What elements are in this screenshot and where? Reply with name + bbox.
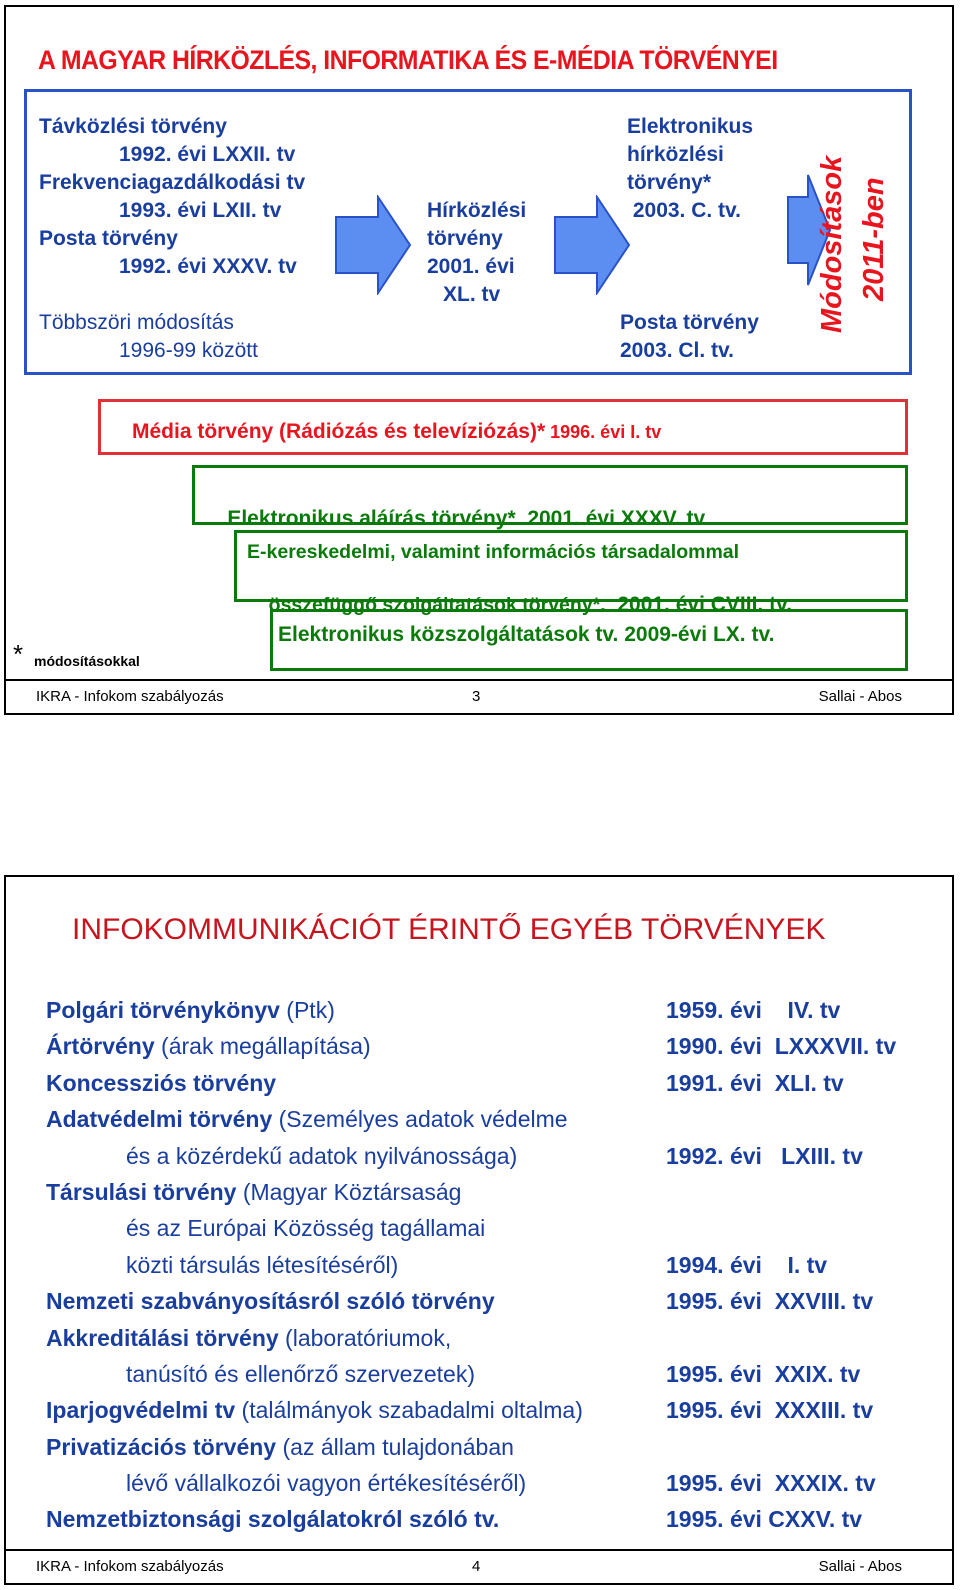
law-description: közti társulás létesítéséről) bbox=[126, 1251, 399, 1278]
right-law-6: 2003. Cl. tv. bbox=[620, 339, 735, 362]
slide-title: INFOKOMMUNIKÁCIÓT ÉRINTŐ EGYÉB TÖRVÉNYEK bbox=[72, 913, 826, 946]
left-law-3: Frekvenciagazdálkodási tv bbox=[39, 171, 306, 194]
footer-right: Sallai - Abos bbox=[818, 688, 902, 705]
law-year: 1994. évi I. tv bbox=[666, 1251, 828, 1278]
vertical-label-year: 2011-ben bbox=[858, 177, 890, 301]
law-title: Polgári törvénykönyv bbox=[46, 997, 280, 1023]
law-year: 1995. évi XXVIII. tv bbox=[666, 1288, 874, 1315]
law-year: 1991. évi XLI. tv bbox=[666, 1069, 844, 1096]
left-law-1: Távközlési törvény bbox=[39, 115, 227, 138]
law-description: (Magyar Köztársaság bbox=[236, 1178, 462, 1205]
vertical-label-modifications: Módosítások bbox=[816, 155, 848, 333]
law-title: Privatizációs törvény bbox=[46, 1433, 277, 1460]
law-title: Társulási törvény bbox=[46, 1178, 237, 1205]
law-name bbox=[126, 1470, 526, 1497]
law-title: Iparjogvédelmi tv bbox=[46, 1397, 236, 1424]
arrow-right-icon bbox=[553, 195, 633, 295]
media-law-text bbox=[132, 420, 661, 444]
right-law-2: hírközlési bbox=[627, 143, 724, 166]
arrow-right-icon bbox=[334, 195, 414, 295]
ecommerce-law-year: 2001. évi CVIII. tv. bbox=[605, 593, 793, 616]
footer-page-number: 4 bbox=[472, 1558, 481, 1575]
mid-law-4: XL. tv bbox=[443, 283, 501, 306]
law-description: (az állam tulajdonában bbox=[276, 1433, 514, 1460]
mid-law-1: Hírközlési bbox=[427, 199, 527, 222]
law-name bbox=[126, 1215, 485, 1242]
mid-law-3: 2001. évi bbox=[427, 255, 515, 278]
law-name bbox=[126, 1143, 517, 1170]
ecommerce-law-name: összefüggő szolgáltatások törvény*. bbox=[268, 594, 606, 616]
law-description: (Ptk) bbox=[279, 997, 335, 1023]
law-description: lévő vállalkozói vagyon értékesítéséről) bbox=[126, 1470, 527, 1497]
slide-footer bbox=[6, 1549, 952, 1583]
law-name bbox=[46, 1434, 514, 1461]
law-year: 1995. évi CXXV. tv bbox=[666, 1506, 863, 1533]
law-title: Ártörvény bbox=[46, 1033, 155, 1060]
left-law-6: 1992. évi XXXV. tv bbox=[119, 255, 297, 278]
slide-4 bbox=[4, 875, 954, 1585]
law-description: (árak megállapítása) bbox=[154, 1033, 371, 1060]
footnote-text: módosításokkal bbox=[34, 653, 140, 669]
media-law-year: 1996. évi I. tv bbox=[545, 422, 662, 442]
footer-page-number: 3 bbox=[472, 688, 481, 705]
law-year: 1995. évi XXXIX. tv bbox=[666, 1470, 876, 1497]
law-title: Akkreditálási törvény bbox=[46, 1324, 279, 1351]
law-description: és a közérdekű adatok nyilvánossága) bbox=[126, 1142, 518, 1169]
law-title: Nemzeti szabványosításról szóló törvény bbox=[46, 1288, 495, 1315]
law-name bbox=[126, 1361, 475, 1388]
slide-footer bbox=[6, 679, 952, 713]
media-law-name: Média törvény (Rádiózás és televíziózás)* bbox=[132, 420, 546, 443]
law-name bbox=[46, 1070, 276, 1097]
law-description: (laboratóriumok, bbox=[278, 1324, 452, 1351]
slide-3 bbox=[4, 5, 954, 715]
law-year: 1990. évi LXXXVII. tv bbox=[666, 1033, 897, 1060]
footer-left: IKRA - Infokom szabályozás bbox=[36, 1558, 224, 1575]
law-name bbox=[46, 1106, 568, 1133]
law-description: (találmányok szabadalmi oltalma) bbox=[235, 1397, 583, 1424]
footer-right: Sallai - Abos bbox=[818, 1558, 902, 1575]
law-name bbox=[46, 997, 335, 1024]
law-year: 1992. évi LXIII. tv bbox=[666, 1142, 863, 1169]
law-name bbox=[46, 1179, 461, 1206]
right-law-5: Posta törvény bbox=[620, 311, 759, 334]
left-mod-1: Többszöri módosítás bbox=[39, 311, 234, 334]
mid-law-2: törvény bbox=[427, 227, 503, 250]
law-name bbox=[46, 1397, 583, 1424]
footnote-star: * bbox=[13, 639, 24, 669]
law-description: tanúsító és ellenőrző szervezetek) bbox=[126, 1360, 476, 1387]
slide-title: A MAGYAR HÍRKÖZLÉS, INFORMATIKA ÉS E-MÉDIA TÖRVÉNYEI bbox=[38, 45, 778, 75]
law-year: 1959. évi IV. tv bbox=[666, 997, 841, 1023]
left-mod-2: 1996-99 között bbox=[119, 339, 258, 362]
law-name bbox=[46, 1506, 499, 1533]
law-description: és az Európai Közösség tagállamai bbox=[126, 1215, 486, 1242]
right-law-3: törvény* bbox=[627, 171, 712, 194]
footer-left: IKRA - Infokom szabályozás bbox=[36, 688, 224, 705]
law-name bbox=[126, 1252, 398, 1279]
right-law-1: Elektronikus bbox=[627, 115, 754, 138]
ecommerce-law-line1: E-kereskedelmi, valamint információs társadalommal bbox=[247, 541, 740, 563]
law-name bbox=[46, 1325, 451, 1352]
law-title: Adatvédelmi törvény bbox=[46, 1106, 273, 1133]
law-title: Nemzetbiztonsági szolgálatokról szóló tv. bbox=[46, 1506, 500, 1533]
law-year: 1995. évi XXIX. tv bbox=[666, 1360, 861, 1387]
law-year: 1995. évi XXXIII. tv bbox=[666, 1397, 874, 1424]
law-name bbox=[46, 1033, 371, 1060]
law-description: (Személyes adatok védelme bbox=[272, 1106, 568, 1133]
left-law-4: 1993. évi LXII. tv bbox=[119, 199, 282, 222]
signature-law-year: 2001. évi XXXV. tv bbox=[515, 507, 706, 530]
left-law-2: 1992. évi LXXII. tv bbox=[119, 143, 296, 166]
law-name bbox=[46, 1288, 495, 1315]
signature-law-name: Elektronikus aláírás törvény* bbox=[227, 507, 516, 530]
law-title: Koncessziós törvény bbox=[46, 1069, 277, 1096]
right-law-4: 2003. C. tv. bbox=[627, 199, 742, 222]
left-law-5: Posta törvény bbox=[39, 227, 178, 250]
public-services-law-text: Elektronikus közszolgáltatások tv. 2009-évi LX. tv. bbox=[278, 623, 775, 646]
